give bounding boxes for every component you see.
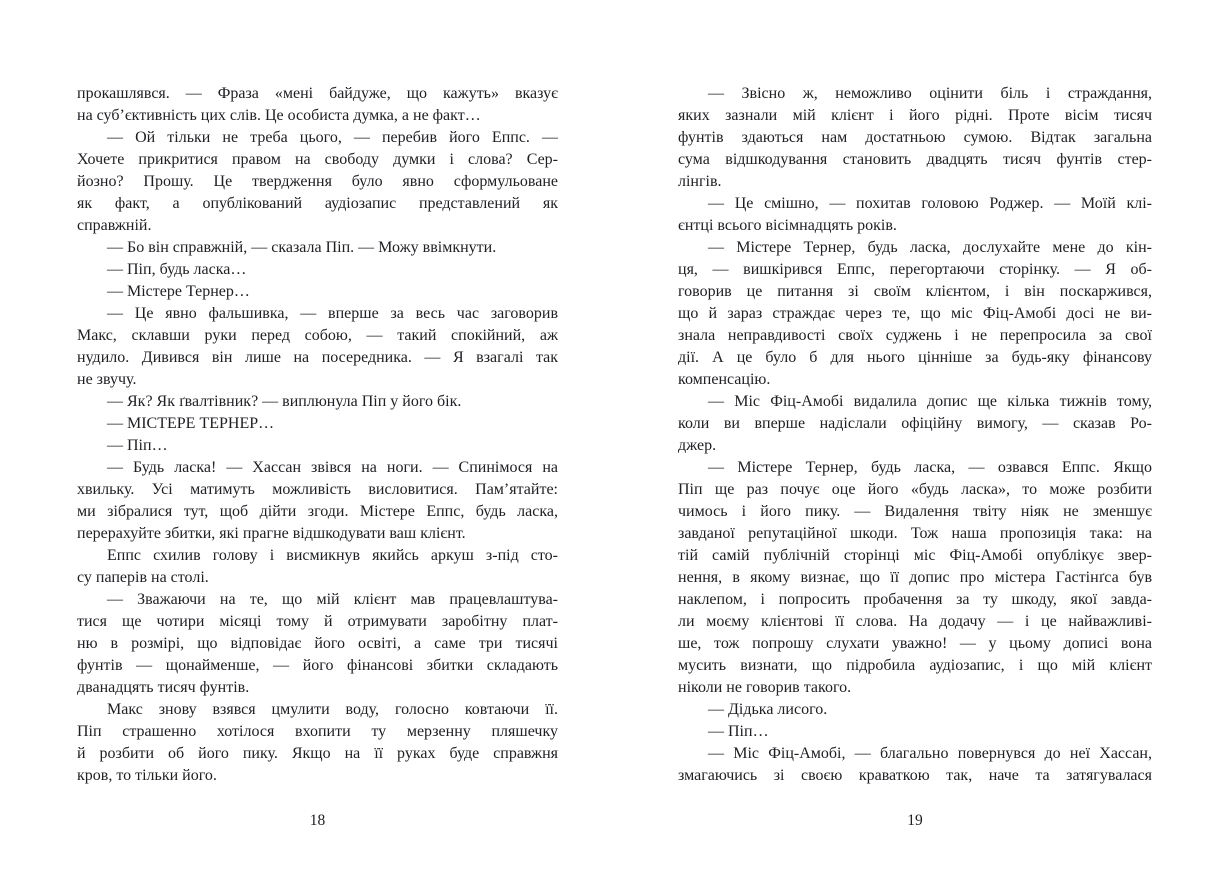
- text-line: — Піп…: [107, 437, 168, 454]
- text-line: ше, тож попрошу слухати уважно! — у цьому дописі вона: [678, 635, 1152, 652]
- page-number: 18: [309, 812, 326, 829]
- text-line: — Піп…: [708, 723, 769, 740]
- text-line: ню в розмірі, що відповідає його освіті, а саме три тисячі: [77, 635, 558, 652]
- text-line: тися ще чотири місяці тому й отримувати заробітну плат-: [77, 613, 558, 630]
- text-line: завданої репутаційної шкоди. Тож наша пропозиція така: на: [678, 525, 1152, 542]
- text-line: Піп страшенно хотілося вхопити ту мерзенну пляшечку: [77, 723, 558, 740]
- text-line: ця, — вишкірився Еппс, перегортаючи сторінку. — Я об-: [678, 261, 1152, 278]
- text-line: — Як? Як ґвалтівник? — виплюнула Піп у його бік.: [107, 393, 462, 410]
- text-line: ми зібралися тут, щоб дійти згоди. Містере Еппс, будь ласка,: [77, 503, 558, 520]
- text-line: — Зважаючи на те, що мій клієнт мав працевлаштува-: [107, 591, 558, 608]
- text-line: — Піп, будь ласка…: [107, 261, 247, 278]
- text-line: й розбити об його пику. Якщо на її руках буде справжня: [77, 745, 558, 762]
- text-line: нення, в якому визнає, що її допис про містера Гастінґса був: [678, 569, 1152, 586]
- page-number: 19: [907, 812, 923, 829]
- text-line: як факт, а опублікований аудіозапис представлений як: [77, 195, 558, 212]
- text-line: прокашлявся. — Фраза «мені байдуже, що кажуть» вказує: [77, 85, 558, 102]
- text-line: су паперів на столі.: [77, 569, 209, 586]
- text-line: перерахуйте збитки, які прагне відшкодувати ваш клієнт.: [77, 525, 466, 542]
- text-line: коли ви вперше надіслали офіційну вимогу, — сказав Ро-: [678, 415, 1152, 432]
- text-line: фунтів — щонайменше, — його фінансові збитки складають: [77, 657, 558, 674]
- text-line: знала неправдивості своїх суджень і не перепросила за свої: [678, 327, 1152, 344]
- text-block: [678, 83, 1152, 787]
- text-block: [77, 83, 558, 787]
- text-line: Піп ще раз почує оце його «будь ласка», то може розбити: [678, 481, 1152, 498]
- text-line: яких зазнали мій клієнт і його рідні. Проте вісім тисяч: [678, 107, 1152, 124]
- text-line: хвильку. Усі матимуть можливість висловитися. Пам’ятайте:: [77, 481, 558, 498]
- text-line: компенсацію.: [678, 371, 771, 388]
- text-line: що й зараз страждає через те, що міс Фіц-Амобі досі не ви-: [678, 305, 1152, 322]
- text-line: Еппс схилив голову і висмикнув якийсь аркуш з-під сто-: [107, 547, 558, 564]
- text-line: мусить визнати, що підробила аудіозапис, і що мій клієнт: [678, 657, 1152, 674]
- text-line: — Бо він справжній, — сказала Піп. — Можу ввімкнути.: [107, 239, 497, 256]
- text-line: чимось і його пику. — Видалення твіту ніяк не зменшує: [678, 503, 1152, 520]
- text-line: Макс знову взявся цмулити воду, голосно ковтаючи її.: [107, 701, 558, 718]
- text-line: — Містере Тернер…: [107, 283, 250, 300]
- text-line: фунтів здаються нам достатньою сумою. Відтак загальна: [678, 129, 1152, 146]
- text-line: кров, то тільки його.: [77, 767, 217, 784]
- book-page-right: [678, 0, 1152, 883]
- text-line: — Містере Тернер, будь ласка, дослухайте мене до кін-: [708, 239, 1152, 256]
- text-line: — Ой тільки не треба цього, — перебив його Еппс. —: [107, 129, 558, 146]
- text-line: — Міс Фіц-Амобі видалила допис ще кілька тижнів тому,: [708, 393, 1152, 410]
- text-line: наклепом, і попросить пробачення за ту шкоду, якої завда-: [678, 591, 1152, 608]
- text-line: ніколи не говорив такого.: [678, 679, 852, 696]
- text-line: дванадцять тисяч фунтів.: [77, 679, 250, 696]
- text-line: на суб’єктивність цих слів. Це особиста думка, а не факт…: [77, 107, 481, 124]
- text-line: — Дідька лисого.: [708, 701, 828, 718]
- text-line: йозно? Прошу. Це твердження було явно сформульоване: [77, 173, 558, 190]
- text-line: — МІСТЕРЕ ТЕРНЕР…: [107, 415, 275, 432]
- text-line: змагаючись зі своєю краваткою так, наче та затягувалася: [678, 767, 1152, 784]
- text-line: справжній.: [77, 217, 152, 234]
- text-line: — Звісно ж, неможливо оцінити біль і страждання,: [708, 85, 1152, 102]
- text-line: не звучу.: [77, 371, 137, 388]
- text-line: сума відшкодування становить двадцять тисяч фунтів стер-: [678, 151, 1152, 168]
- text-line: — Містере Тернер, будь ласка, — озвався Еппс. Якщо: [708, 459, 1152, 476]
- book-page-left: [77, 0, 558, 883]
- text-line: дії. А це було б для нього цінніше за будь-яку фінансову: [678, 349, 1152, 366]
- text-line: — Міс Фіц-Амобі, — благально повернувся до неї Хассан,: [708, 745, 1152, 762]
- text-line: єнтці всього вісімнадцять років.: [678, 217, 897, 234]
- text-line: нудило. Дивився він лише на посередника. — Я взагалі так: [77, 349, 558, 366]
- text-line: ли моєму клієнтові її слова. На додачу — і це найважливі-: [678, 613, 1152, 630]
- text-line: тій самій публічній сторінці міс Фіц-Амобі опублікує звер-: [678, 547, 1152, 564]
- text-line: — Це явно фальшивка, — вперше за весь час заговорив: [107, 305, 558, 322]
- text-line: — Це смішно, — похитав головою Роджер. — Моїй клі-: [708, 195, 1152, 212]
- text-line: джер.: [678, 437, 717, 454]
- text-line: Хочете прикритися правом на свободу думки і слова? Сер-: [77, 151, 558, 168]
- text-line: — Будь ласка! — Хассан звівся на ноги. — Спинімося на: [107, 459, 558, 476]
- text-line: говорив це питання зі своїм клієнтом, і він поскаржився,: [678, 283, 1152, 300]
- text-line: лінгів.: [678, 173, 722, 190]
- text-line: Макс, склавши руки перед собою, — такий спокійний, аж: [77, 327, 558, 344]
